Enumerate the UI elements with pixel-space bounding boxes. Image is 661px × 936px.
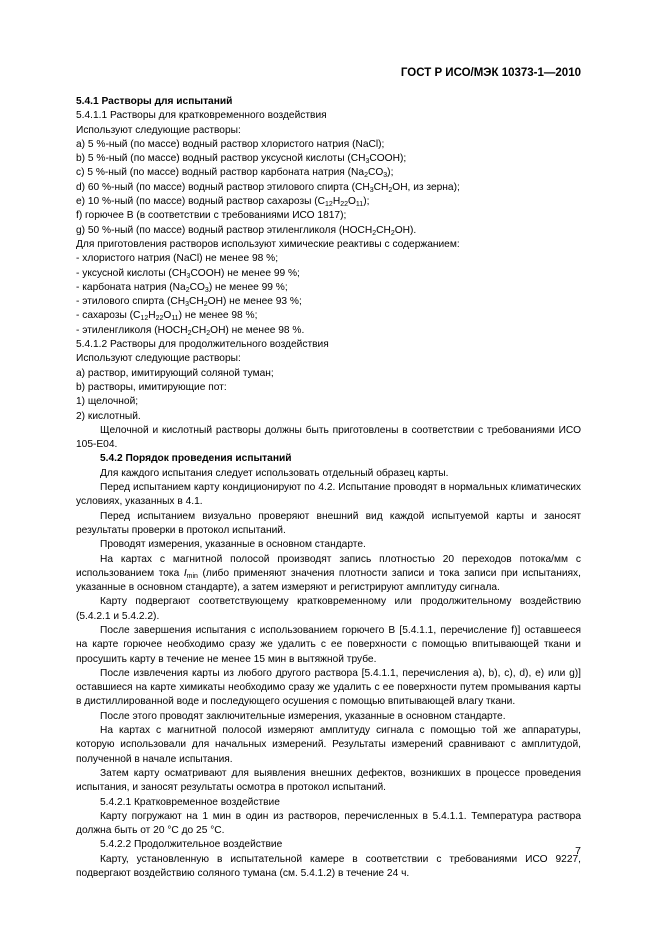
- text-line: Для приготовления растворов используют химические реактивы с содержанием:: [76, 238, 460, 250]
- subsection-5-4-2-2: 5.4.2.2 Продолжительное воздействие: [100, 839, 283, 851]
- list-item: - карбоната натрия $(Na_2CO_3)$ не менее 99 %;: [76, 281, 288, 294]
- paragraph: Проводят измерения, указанные в основном стандарте.: [100, 539, 366, 551]
- list-item: f) горючее B (в соответствии с требованиями ИСО 1817);: [76, 210, 347, 222]
- list-item: b) 5 %-ный (по массе) водный раствор уксусной кислоты $(CH_3COOH)$;: [76, 153, 407, 166]
- list-item: 2) кислотный.: [76, 410, 141, 422]
- paragraph: После извлечения карты из любого другого раствора [5.4.1.1, перечисления a), b), c), d), e) или g)] оставшиеся на карте химикаты необходимо сразу же удалить с ее поверхности путем промывания карты в дистиллированной воде и последующего осушения с помощью впитывающей влагу ткани.: [76, 667, 581, 708]
- paragraph: Для каждого испытания следует использовать отдельный образец карты.: [100, 467, 449, 479]
- list-item: a) раствор, имитирующий соляной туман;: [76, 367, 274, 379]
- paragraph: Перед испытанием визуально проверяют внешний вид каждой испытуемой карты и заносят результаты проверки в протокол испытаний.: [76, 510, 581, 536]
- paragraph: После завершения испытания с использованием горючего B [5.4.1.1, перечисление f)] оставшееся на карте горючее необходимо сразу же удалить с ее поверхности с помощью впитывающей ткани и просушить карту в течение не менее 15 мин в вытяжной трубе.: [76, 624, 581, 665]
- list-item: - уксусной кислоты $(CH_3COOH)$ не менее 99 %;: [76, 267, 300, 280]
- paragraph: На картах с магнитной полосой производят запись плотностью 20 переходов потока/мм с использованием тока $I_{min}$ (либо применяют значения плотности записи и тока записи при испытаниях, указанные в основном стандарте), а затем измеряют и регистрируют амплитуду сигнала.: [76, 553, 581, 594]
- paragraph: Карту подвергают соответствующему кратковременному или продолжительному воздействию (5.4.2.1 и 5.4.2.2).: [76, 596, 581, 622]
- list-item: a) 5 %-ный (по массе) водный раствор хлористого натрия (NaCl);: [76, 138, 385, 150]
- text-line: Используют следующие растворы:: [76, 124, 241, 136]
- list-item: 1) щелочной;: [76, 396, 139, 408]
- paragraph: Затем карту осматривают для выявления внешних дефектов, возникших в процессе проведения испытания, и заносят результаты осмотра в протокол испытаний.: [76, 767, 581, 794]
- document-body: [76, 95, 581, 881]
- section-heading-5-4-1: 5.4.1 Растворы для испытаний: [76, 96, 233, 107]
- text-line: Используют следующие растворы:: [76, 353, 241, 365]
- subsection-5-4-1-1: 5.4.1.1 Растворы для кратковременного воздействия: [76, 110, 327, 122]
- paragraph: После этого проводят заключительные измерения, указанные в основном стандарте.: [100, 710, 506, 722]
- list-item: g) 50 %-ный (по массе) водный раствор этиленгликоля $(HOCH_2CH_2OH)$.: [76, 224, 417, 237]
- paragraph: Перед испытанием карту кондиционируют по 4.2. Испытание проводят в нормальных климатических условиях, указанных в 4.1.: [76, 482, 581, 508]
- section-heading-5-4-2: 5.4.2 Порядок проведения испытаний: [100, 453, 292, 465]
- paragraph: Щелочной и кислотный растворы должны быть приготовлены в соответствии с требованиями ИСО 105-E04.: [76, 424, 581, 451]
- list-item: b) растворы, имитирующие пот:: [76, 381, 227, 393]
- document-header: ГОСТ Р ИСО/МЭК 10373-1—2010: [400, 67, 581, 79]
- list-item: c) 5 %-ный (по массе) водный раствор карбоната натрия $(Na_2CO_3)$;: [76, 167, 394, 180]
- list-item: - хлористого натрия (NaCl) не менее 98 %;: [76, 253, 279, 265]
- list-item: - этиленгликоля $(HOCH_2CH_2OH)$ не менее 98 %.: [76, 324, 305, 337]
- subsection-5-4-2-1: 5.4.2.1 Кратковременное воздействие: [100, 796, 280, 808]
- subsection-5-4-1-2: 5.4.1.2 Растворы для продолжительного воздействия: [76, 339, 329, 351]
- paragraph: Карту погружают на 1 мин в один из растворов, перечисленных в 5.4.1.1. Температура раствора должна быть от 20 °C до 25 °C.: [76, 810, 581, 837]
- list-item: e) 10 %-ный (по массе) водный раствор сахарозы $(C_{12}H_{22}O_{11})$;: [76, 196, 370, 209]
- paragraph: Карту, установленную в испытательной камере в соответствии с требованиями ИСО 9227, подвергают воздействию соляного тумана (см. 5.4.1.2) в течение 24 ч.: [76, 853, 581, 880]
- list-item: - этилового спирта $(CH_3CH_2OH)$ не менее 93 %;: [76, 296, 302, 309]
- list-item: - сахарозы $(C_{12}H_{22}O_{11})$ не менее 98 %;: [76, 310, 258, 323]
- paragraph: На картах с магнитной полосой измеряют амплитуду сигнала с помощью той же аппаратуры, которую использовали для начальных измерений. Результаты измерений сравнивают с амплитудой, полученной в начале испытания.: [76, 725, 581, 765]
- page-number: 7: [575, 845, 581, 857]
- list-item: d) 60 %-ный (по массе) водный раствор этилового спирта ($CH_3CH_2OH$, из зерна);: [76, 181, 460, 194]
